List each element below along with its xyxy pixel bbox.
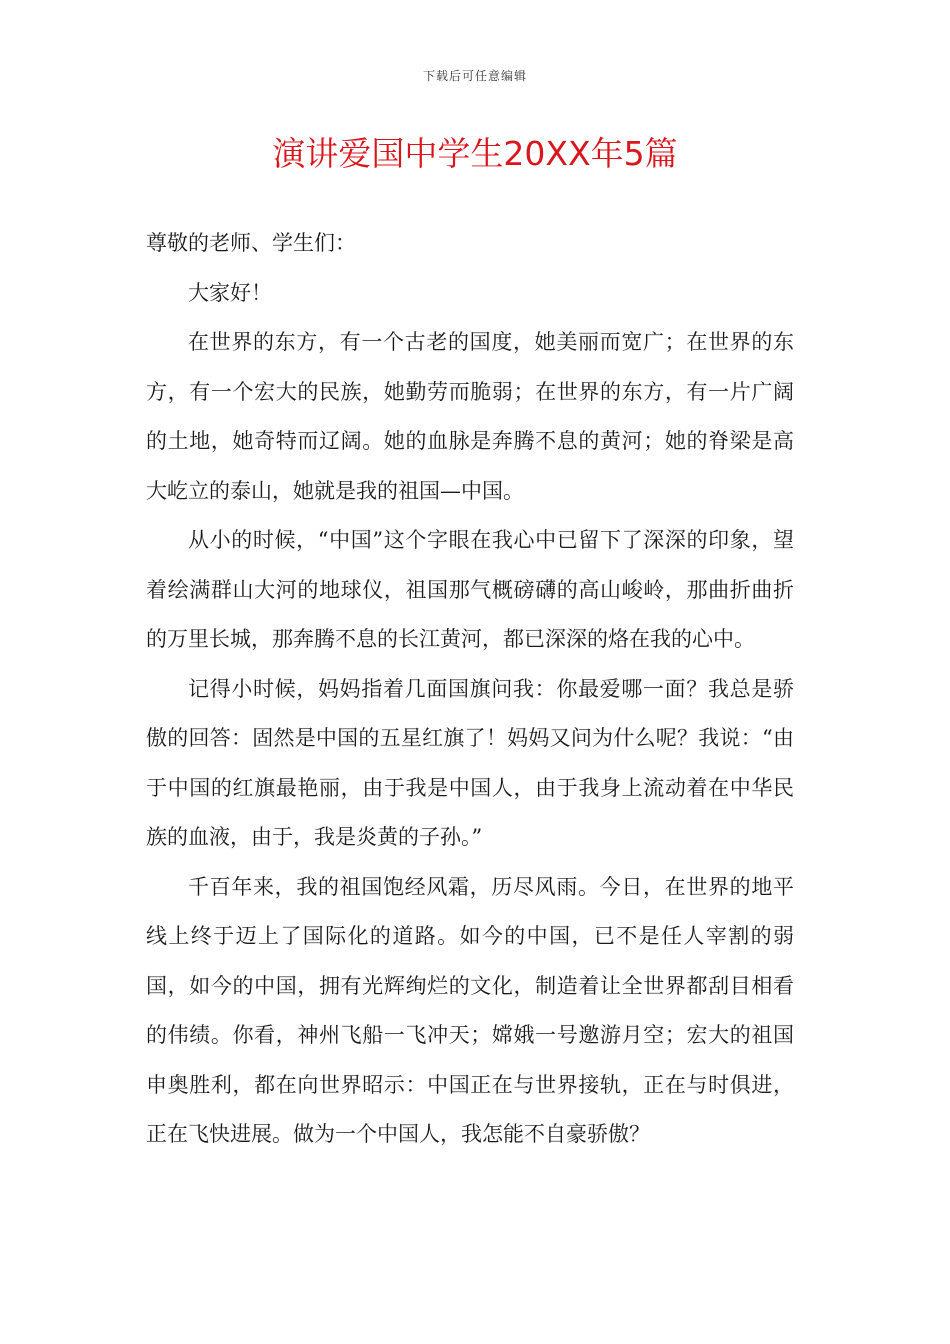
paragraph: 在世界的东方，有一个古老的国度，她美丽而宽广；在世界的东方，有一个宏大的民族，她勤劳而脆弱；在世界的东方，有一片广阔的土地，她奇特而辽阔。她的血脉是奔腾不息的黄河；她的脊梁是高大屹立的泰山，她就是我的祖国—中国。	[146, 330, 794, 503]
document-body	[146, 219, 794, 1160]
paragraph: 从小的时候，“中国”这个字眼在我心中已留下了深深的印象，望着绘满群山大河的地球仪，祖国那气概磅礴的高山峻岭，那曲折曲折的万里长城，那奔腾不息的长江黄河，都已深深的烙在我的心中。	[146, 528, 794, 651]
paragraph: 记得小时候，妈妈指着几面国旗问我：你最爱哪一面？我总是骄傲的回答：固然是中国的五星红旗了！妈妈又问为什么呢？我说：“由于中国的红旗最艳丽，由于我是中国人，由于我身上流动着在中华民族的血液，由于，我是炎黄的子孙。”	[146, 676, 794, 849]
page-title: 演讲爱国中学生20XX年5篇	[272, 134, 678, 173]
greeting: 大家好！	[188, 280, 272, 305]
paragraph: 千百年来，我的祖国饱经风霜，历尽风雨。今日，在世界的地平线上终于迈上了国际化的道路。如今的中国，已不是任人宰割的弱国，如今的中国，拥有光辉绚烂的文化，制造着让全世界都刮目相看的伟绩。你看，神州飞船一飞冲天；嫦娥一号邀游月空；宏大的祖国申奥胜利，都在向世界昭示：中国正在与世界接轨，正在与时俱进，正在飞快进展。做为一个中国人，我怎能不自豪骄傲？	[146, 874, 794, 1146]
header-note: 下载后可任意编辑	[422, 69, 527, 83]
salutation: 尊敬的老师、学生们：	[146, 231, 356, 255]
